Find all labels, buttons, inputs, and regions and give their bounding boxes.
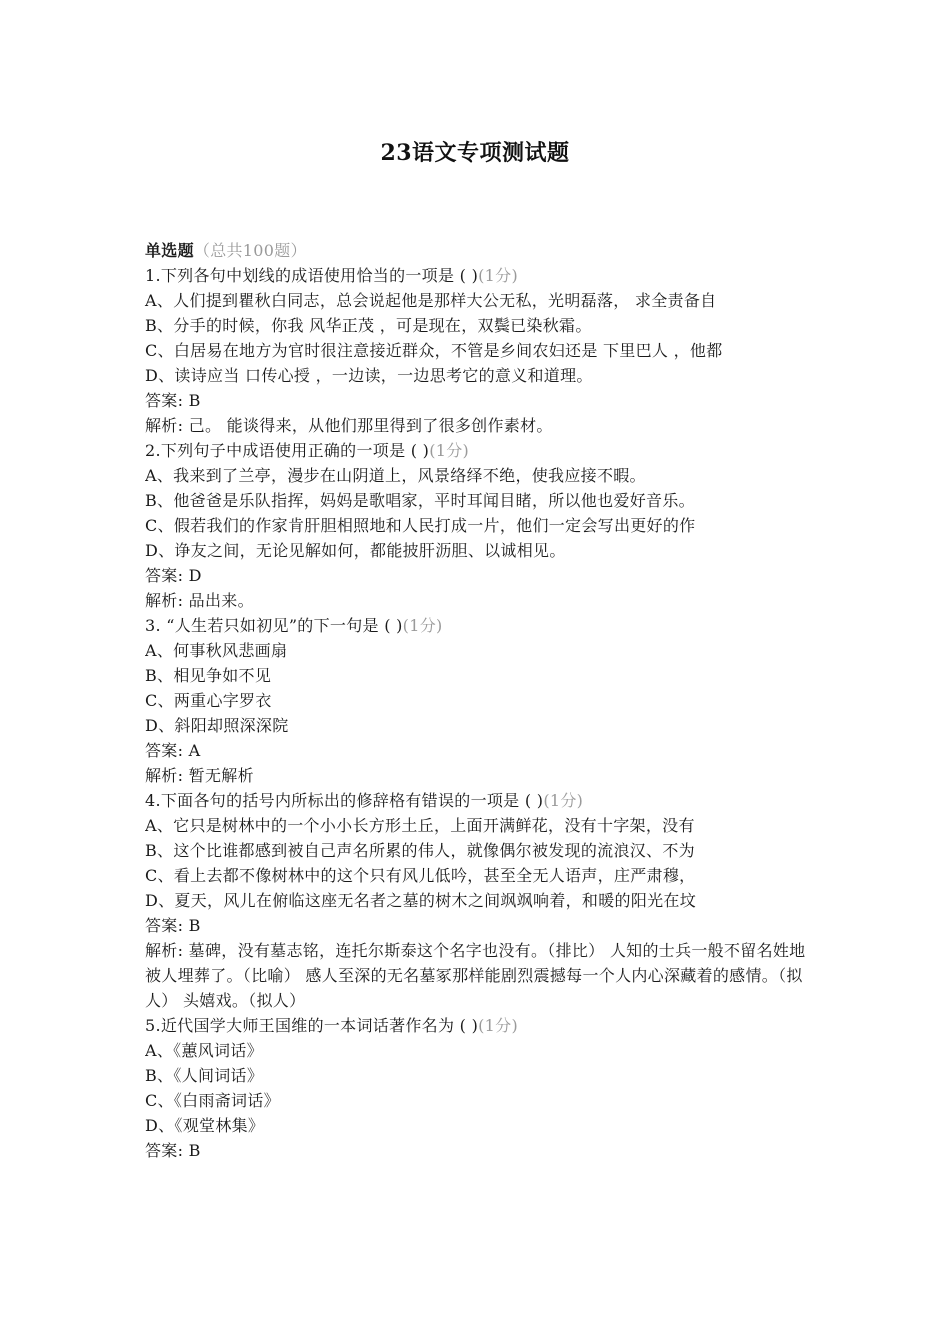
question-stem [145,263,810,288]
analysis: 解析: 墓碑，没有墓志铭，连托尔斯泰这个名字也没有。（排比） 人知的士兵一般不留名姓地被人埋葬了。（比喻） 感人至深的无名墓冢那样能剧烈震撼每一个人内心深藏着的感情。（拟人） 头嬉戏。（拟人） [145,941,806,1010]
question-stem [145,438,810,463]
option: C、看上去都不像树林中的这个只有风儿低吟，甚至全无人语声，庄严肃穆， [145,866,696,885]
question-stem [145,788,810,813]
question-score: (1分) [543,791,584,810]
option: D、夏天，风儿在俯临这座无名者之墓的树木之间飒飒响着，和暖的阳光在坟 [145,891,697,910]
option: C、《白雨斋词话》 [145,1091,280,1110]
option: B、《人间词话》 [145,1066,264,1085]
option: B、分手的时候，你我 风华正茂 ，可是现在，双鬓已染秋霜。 [145,316,592,335]
question-score: (1分) [478,266,518,285]
option: B、相见争如不见 [145,666,272,685]
option: D、斜阳却照深深院 [145,716,289,735]
question-list [145,238,810,1163]
question-stem [145,613,810,638]
answer: 答案: B [145,1141,201,1160]
option: B、他爸爸是乐队指挥，妈妈是歌唱家，平时耳闻目睹，所以他也爱好音乐。 [145,491,695,510]
question-score: (1分) [478,1016,518,1035]
question-score: (1分) [429,441,470,460]
question-text: 4.下面各句的括号内所标出的修辞格有错误的一项是 ( ) [145,791,544,810]
option: A、它只是树林中的一个小小长方形土丘，上面开满鲜花，没有十字架，没有 [145,816,695,835]
question-text: 5.近代国学大师王国维的一本词话著作名为 ( ) [145,1016,479,1035]
option: D、诤友之间，无论见解如何，都能披肝沥胆、以诚相见。 [145,541,566,560]
question-text: 2.下列句子中成语使用正确的一项是 ( ) [145,441,430,460]
analysis: 解析: 暂无解析 [145,766,254,785]
option: C、两重心字罗衣 [145,691,272,710]
answer: 答案: B [145,391,201,410]
option: A、何事秋风悲画扇 [145,641,288,660]
question-score: (1分) [402,616,443,635]
answer: 答案: A [145,741,201,760]
option: B、这个比谁都感到被自己声名所累的伟人，就像偶尔被发现的流浪汉、不为 [145,841,695,860]
option: D、《观堂林集》 [145,1116,265,1135]
option: C、假若我们的作家肯肝胆相照地和人民打成一片，他们一定会写出更好的作 [145,516,696,535]
option: C、白居易在地方为官时很注意接近群众，不管是乡间农妇还是 下里巴人 ，他都 [145,341,723,360]
document-title: 23语文专项测试题 [380,140,570,166]
question-text: 3. “人生若只如初见”的下一句是 ( ) [145,616,403,635]
section-count: （总共100题） [193,241,307,260]
option: A、《蕙风词话》 [145,1041,263,1060]
analysis: 解析: 品出来。 [145,591,254,610]
analysis: 解析: 己。 能谈得来，从他们那里得到了很多创作素材。 [145,416,553,435]
option: A、我来到了兰亭，漫步在山阴道上，风景络绎不绝，使我应接不暇。 [145,466,646,485]
section-heading [145,238,810,263]
option: D、读诗应当 口传心授 ，一边读，一边思考它的意义和道理。 [145,366,593,385]
answer: 答案: B [145,916,201,935]
section-label: 单选题 [145,241,194,260]
question-stem [145,1013,810,1038]
question-text: 1.下列各句中划线的成语使用恰当的一项是 ( ) [145,266,479,285]
option: A、人们提到瞿秋白同志，总会说起他是那样大公无私，光明磊落， 求全责备自 [145,291,717,310]
answer: 答案: D [145,566,202,585]
